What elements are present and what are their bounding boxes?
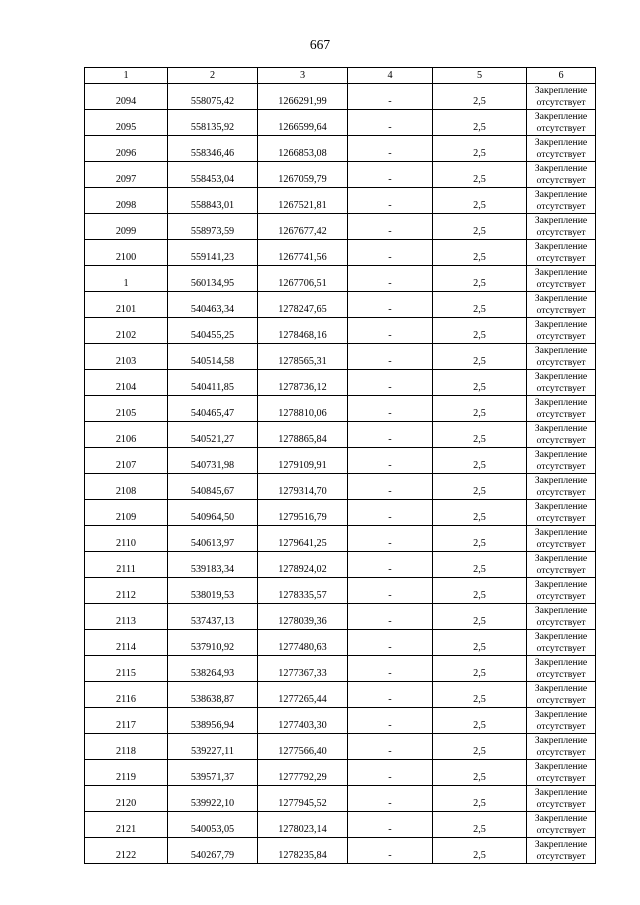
column-4-cell: -	[348, 708, 433, 734]
fixing-status-cell	[527, 526, 596, 552]
y-coordinate-cell: 1266853,08	[258, 136, 348, 162]
x-coordinate-cell: 539571,37	[168, 760, 258, 786]
fixing-status-line: отсутствует	[536, 122, 586, 134]
column-5-cell: 2,5	[433, 344, 527, 370]
x-coordinate-cell: 539922,10	[168, 786, 258, 812]
fixing-status-line: отсутствует	[536, 512, 586, 524]
x-coordinate-cell: 540267,79	[168, 838, 258, 864]
fixing-status-line: Закрепление	[534, 786, 588, 798]
column-4-cell: -	[348, 630, 433, 656]
header-cell: 2	[168, 68, 258, 84]
column-5-cell: 2,5	[433, 838, 527, 864]
table-row	[85, 500, 596, 526]
fixing-status-cell	[527, 604, 596, 630]
column-4-cell: -	[348, 162, 433, 188]
point-number-cell: 2109	[85, 500, 168, 526]
fixing-status-line: Закрепление	[534, 552, 588, 564]
point-number-cell: 2095	[85, 110, 168, 136]
column-5-cell: 2,5	[433, 84, 527, 110]
fixing-status-line: отсутствует	[536, 668, 586, 680]
fixing-status-cell	[527, 396, 596, 422]
fixing-status-line: Закрепление	[534, 682, 588, 694]
column-4-cell: -	[348, 240, 433, 266]
fixing-status-line: Закрепление	[534, 188, 588, 200]
fixing-status-line: отсутствует	[536, 382, 586, 394]
header-cell: 4	[348, 68, 433, 84]
column-5-cell: 2,5	[433, 110, 527, 136]
table-row	[85, 422, 596, 448]
fixing-status-cell	[527, 786, 596, 812]
point-number-cell: 2114	[85, 630, 168, 656]
fixing-status-line: Закрепление	[534, 318, 588, 330]
x-coordinate-cell: 539227,11	[168, 734, 258, 760]
point-number-cell: 2097	[85, 162, 168, 188]
table-row	[85, 448, 596, 474]
fixing-status-line: Закрепление	[534, 838, 588, 850]
fixing-status-cell	[527, 448, 596, 474]
fixing-status-cell	[527, 552, 596, 578]
y-coordinate-cell: 1278039,36	[258, 604, 348, 630]
fixing-status-cell	[527, 760, 596, 786]
y-coordinate-cell: 1279109,91	[258, 448, 348, 474]
table-row	[85, 734, 596, 760]
fixing-status-cell	[527, 136, 596, 162]
column-4-cell: -	[348, 734, 433, 760]
point-number-cell: 2111	[85, 552, 168, 578]
y-coordinate-cell: 1278865,84	[258, 422, 348, 448]
fixing-status-cell	[527, 162, 596, 188]
point-number-cell: 2096	[85, 136, 168, 162]
column-5-cell: 2,5	[433, 786, 527, 812]
fixing-status-line: Закрепление	[534, 448, 588, 460]
table-row	[85, 760, 596, 786]
point-number-cell: 2098	[85, 188, 168, 214]
y-coordinate-cell: 1267059,79	[258, 162, 348, 188]
fixing-status-line: Закрепление	[534, 526, 588, 538]
x-coordinate-cell: 558346,46	[168, 136, 258, 162]
x-coordinate-cell: 538956,94	[168, 708, 258, 734]
fixing-status-line: Закрепление	[534, 292, 588, 304]
column-4-cell: -	[348, 344, 433, 370]
fixing-status-line: Закрепление	[534, 396, 588, 408]
fixing-status-line: Закрепление	[534, 110, 588, 122]
column-4-cell: -	[348, 760, 433, 786]
table-row	[85, 708, 596, 734]
fixing-status-cell	[527, 656, 596, 682]
fixing-status-line: отсутствует	[536, 824, 586, 836]
table-row	[85, 292, 596, 318]
fixing-status-line: Закрепление	[534, 474, 588, 486]
point-number-cell: 2103	[85, 344, 168, 370]
table-row	[85, 188, 596, 214]
table-row	[85, 214, 596, 240]
table-row	[85, 474, 596, 500]
fixing-status-line: отсутствует	[536, 486, 586, 498]
fixing-status-line: отсутствует	[536, 148, 586, 160]
column-5-cell: 2,5	[433, 188, 527, 214]
table-row	[85, 656, 596, 682]
y-coordinate-cell: 1266291,99	[258, 84, 348, 110]
column-4-cell: -	[348, 552, 433, 578]
fixing-status-line: отсутствует	[536, 356, 586, 368]
fixing-status-cell	[527, 422, 596, 448]
x-coordinate-cell: 537910,92	[168, 630, 258, 656]
column-5-cell: 2,5	[433, 370, 527, 396]
fixing-status-line: Закрепление	[534, 214, 588, 226]
fixing-status-line: отсутствует	[536, 434, 586, 446]
fixing-status-cell	[527, 344, 596, 370]
fixing-status-line: отсутствует	[536, 694, 586, 706]
column-4-cell: -	[348, 110, 433, 136]
fixing-status-line: Закрепление	[534, 84, 588, 96]
fixing-status-line: отсутствует	[536, 746, 586, 758]
fixing-status-line: Закрепление	[534, 708, 588, 720]
column-4-cell: -	[348, 318, 433, 344]
point-number-cell: 2118	[85, 734, 168, 760]
table-row	[85, 604, 596, 630]
fixing-status-cell	[527, 682, 596, 708]
x-coordinate-cell: 540053,05	[168, 812, 258, 838]
y-coordinate-cell: 1277792,29	[258, 760, 348, 786]
x-coordinate-cell: 540463,34	[168, 292, 258, 318]
y-coordinate-cell: 1277480,63	[258, 630, 348, 656]
fixing-status-line: отсутствует	[536, 304, 586, 316]
y-coordinate-cell: 1267706,51	[258, 266, 348, 292]
table-row	[85, 84, 596, 110]
fixing-status-line: отсутствует	[536, 330, 586, 342]
table-row	[85, 552, 596, 578]
column-4-cell: -	[348, 682, 433, 708]
point-number-cell: 2120	[85, 786, 168, 812]
y-coordinate-cell: 1279516,79	[258, 500, 348, 526]
fixing-status-line: Закрепление	[534, 136, 588, 148]
fixing-status-line: отсутствует	[536, 252, 586, 264]
column-4-cell: -	[348, 448, 433, 474]
x-coordinate-cell: 540411,85	[168, 370, 258, 396]
fixing-status-line: Закрепление	[534, 240, 588, 252]
column-5-cell: 2,5	[433, 578, 527, 604]
point-number-cell: 2110	[85, 526, 168, 552]
fixing-status-line: отсутствует	[536, 720, 586, 732]
fixing-status-cell	[527, 266, 596, 292]
fixing-status-line: отсутствует	[536, 772, 586, 784]
table-row	[85, 578, 596, 604]
table-row	[85, 110, 596, 136]
point-number-cell: 2094	[85, 84, 168, 110]
table-row	[85, 838, 596, 864]
fixing-status-cell	[527, 188, 596, 214]
fixing-status-cell	[527, 292, 596, 318]
column-5-cell: 2,5	[433, 682, 527, 708]
table-row	[85, 812, 596, 838]
fixing-status-line: отсутствует	[536, 200, 586, 212]
y-coordinate-cell: 1266599,64	[258, 110, 348, 136]
fixing-status-line: отсутствует	[536, 174, 586, 186]
point-number-cell: 2106	[85, 422, 168, 448]
fixing-status-line: Закрепление	[534, 604, 588, 616]
y-coordinate-cell: 1278565,31	[258, 344, 348, 370]
fixing-status-cell	[527, 240, 596, 266]
column-5-cell: 2,5	[433, 396, 527, 422]
header-cell: 3	[258, 68, 348, 84]
y-coordinate-cell: 1277945,52	[258, 786, 348, 812]
table-row	[85, 136, 596, 162]
table-row	[85, 162, 596, 188]
table-header-row	[85, 68, 596, 84]
y-coordinate-cell: 1278810,06	[258, 396, 348, 422]
y-coordinate-cell: 1267677,42	[258, 214, 348, 240]
point-number-cell: 2108	[85, 474, 168, 500]
column-4-cell: -	[348, 812, 433, 838]
x-coordinate-cell: 558075,42	[168, 84, 258, 110]
column-4-cell: -	[348, 474, 433, 500]
fixing-status-line: Закрепление	[534, 734, 588, 746]
fixing-status-cell	[527, 578, 596, 604]
y-coordinate-cell: 1277367,33	[258, 656, 348, 682]
column-5-cell: 2,5	[433, 760, 527, 786]
column-5-cell: 2,5	[433, 240, 527, 266]
column-5-cell: 2,5	[433, 734, 527, 760]
column-5-cell: 2,5	[433, 292, 527, 318]
column-4-cell: -	[348, 188, 433, 214]
column-4-cell: -	[348, 266, 433, 292]
fixing-status-cell	[527, 84, 596, 110]
column-5-cell: 2,5	[433, 552, 527, 578]
column-5-cell: 2,5	[433, 656, 527, 682]
y-coordinate-cell: 1267741,56	[258, 240, 348, 266]
fixing-status-line: отсутствует	[536, 564, 586, 576]
column-4-cell: -	[348, 838, 433, 864]
header-cell: 6	[527, 68, 596, 84]
point-number-cell: 2122	[85, 838, 168, 864]
point-number-cell: 2101	[85, 292, 168, 318]
x-coordinate-cell: 558135,92	[168, 110, 258, 136]
table-row	[85, 682, 596, 708]
column-4-cell: -	[348, 396, 433, 422]
fixing-status-line: Закрепление	[534, 760, 588, 772]
fixing-status-line: Закрепление	[534, 630, 588, 642]
x-coordinate-cell: 540731,98	[168, 448, 258, 474]
column-4-cell: -	[348, 370, 433, 396]
table-row	[85, 370, 596, 396]
fixing-status-cell	[527, 812, 596, 838]
fixing-status-line: отсутствует	[536, 408, 586, 420]
fixing-status-line: отсутствует	[536, 538, 586, 550]
column-5-cell: 2,5	[433, 604, 527, 630]
y-coordinate-cell: 1278247,65	[258, 292, 348, 318]
fixing-status-line: отсутствует	[536, 460, 586, 472]
fixing-status-line: отсутствует	[536, 226, 586, 238]
fixing-status-line: Закрепление	[534, 266, 588, 278]
fixing-status-line: отсутствует	[536, 590, 586, 602]
point-number-cell: 2112	[85, 578, 168, 604]
point-number-cell: 2121	[85, 812, 168, 838]
point-number-cell: 1	[85, 266, 168, 292]
y-coordinate-cell: 1278235,84	[258, 838, 348, 864]
y-coordinate-cell: 1277403,30	[258, 708, 348, 734]
fixing-status-cell	[527, 214, 596, 240]
column-4-cell: -	[348, 578, 433, 604]
column-4-cell: -	[348, 292, 433, 318]
column-5-cell: 2,5	[433, 136, 527, 162]
x-coordinate-cell: 558453,04	[168, 162, 258, 188]
column-5-cell: 2,5	[433, 500, 527, 526]
y-coordinate-cell: 1278924,02	[258, 552, 348, 578]
column-5-cell: 2,5	[433, 526, 527, 552]
x-coordinate-cell: 540613,97	[168, 526, 258, 552]
fixing-status-cell	[527, 500, 596, 526]
y-coordinate-cell: 1278335,57	[258, 578, 348, 604]
header-cell: 5	[433, 68, 527, 84]
x-coordinate-cell: 558973,59	[168, 214, 258, 240]
column-5-cell: 2,5	[433, 630, 527, 656]
point-number-cell: 2104	[85, 370, 168, 396]
table-row	[85, 396, 596, 422]
column-4-cell: -	[348, 526, 433, 552]
y-coordinate-cell: 1277265,44	[258, 682, 348, 708]
column-4-cell: -	[348, 136, 433, 162]
table-row	[85, 240, 596, 266]
fixing-status-cell	[527, 370, 596, 396]
x-coordinate-cell: 538638,87	[168, 682, 258, 708]
fixing-status-line: Закрепление	[534, 162, 588, 174]
table-row	[85, 786, 596, 812]
fixing-status-line: Закрепление	[534, 370, 588, 382]
y-coordinate-cell: 1277566,40	[258, 734, 348, 760]
fixing-status-cell	[527, 474, 596, 500]
table-row	[85, 344, 596, 370]
x-coordinate-cell: 540465,47	[168, 396, 258, 422]
fixing-status-cell	[527, 708, 596, 734]
column-4-cell: -	[348, 656, 433, 682]
column-5-cell: 2,5	[433, 266, 527, 292]
column-5-cell: 2,5	[433, 448, 527, 474]
x-coordinate-cell: 540964,50	[168, 500, 258, 526]
column-5-cell: 2,5	[433, 318, 527, 344]
fixing-status-line: Закрепление	[534, 422, 588, 434]
point-number-cell: 2119	[85, 760, 168, 786]
y-coordinate-cell: 1279314,70	[258, 474, 348, 500]
x-coordinate-cell: 560134,95	[168, 266, 258, 292]
x-coordinate-cell: 539183,34	[168, 552, 258, 578]
point-number-cell: 2113	[85, 604, 168, 630]
y-coordinate-cell: 1279641,25	[258, 526, 348, 552]
fixing-status-cell	[527, 318, 596, 344]
column-5-cell: 2,5	[433, 422, 527, 448]
column-5-cell: 2,5	[433, 214, 527, 240]
column-5-cell: 2,5	[433, 162, 527, 188]
table-row	[85, 630, 596, 656]
fixing-status-line: Закрепление	[534, 344, 588, 356]
column-5-cell: 2,5	[433, 474, 527, 500]
page-number: 667	[309, 37, 331, 52]
x-coordinate-cell: 540455,25	[168, 318, 258, 344]
x-coordinate-cell: 558843,01	[168, 188, 258, 214]
x-coordinate-cell: 540845,67	[168, 474, 258, 500]
y-coordinate-cell: 1278468,16	[258, 318, 348, 344]
fixing-status-cell	[527, 630, 596, 656]
header-cell: 1	[85, 68, 168, 84]
fixing-status-line: Закрепление	[534, 656, 588, 668]
x-coordinate-cell: 559141,23	[168, 240, 258, 266]
fixing-status-line: Закрепление	[534, 500, 588, 512]
column-4-cell: -	[348, 84, 433, 110]
point-number-cell: 2115	[85, 656, 168, 682]
x-coordinate-cell: 538264,93	[168, 656, 258, 682]
column-5-cell: 2,5	[433, 708, 527, 734]
column-4-cell: -	[348, 214, 433, 240]
fixing-status-line: отсутствует	[536, 616, 586, 628]
table-row	[85, 266, 596, 292]
y-coordinate-cell: 1267521,81	[258, 188, 348, 214]
x-coordinate-cell: 540521,27	[168, 422, 258, 448]
point-number-cell: 2099	[85, 214, 168, 240]
y-coordinate-cell: 1278023,14	[258, 812, 348, 838]
table-row	[85, 318, 596, 344]
fixing-status-line: отсутствует	[536, 96, 586, 108]
point-number-cell: 2116	[85, 682, 168, 708]
fixing-status-cell	[527, 734, 596, 760]
column-4-cell: -	[348, 422, 433, 448]
column-4-cell: -	[348, 604, 433, 630]
x-coordinate-cell: 540514,58	[168, 344, 258, 370]
y-coordinate-cell: 1278736,12	[258, 370, 348, 396]
point-number-cell: 2117	[85, 708, 168, 734]
fixing-status-line: Закрепление	[534, 578, 588, 590]
column-4-cell: -	[348, 786, 433, 812]
fixing-status-cell	[527, 838, 596, 864]
fixing-status-line: отсутствует	[536, 278, 586, 290]
point-number-cell: 2100	[85, 240, 168, 266]
table-body	[85, 68, 596, 864]
point-number-cell: 2105	[85, 396, 168, 422]
fixing-status-line: отсутствует	[536, 642, 586, 654]
point-number-cell: 2102	[85, 318, 168, 344]
point-number-cell: 2107	[85, 448, 168, 474]
x-coordinate-cell: 537437,13	[168, 604, 258, 630]
column-4-cell: -	[348, 500, 433, 526]
fixing-status-line: отсутствует	[536, 850, 586, 862]
coordinates-table	[84, 67, 596, 864]
x-coordinate-cell: 538019,53	[168, 578, 258, 604]
fixing-status-cell	[527, 110, 596, 136]
table-row	[85, 526, 596, 552]
fixing-status-line: Закрепление	[534, 812, 588, 824]
fixing-status-line: отсутствует	[536, 798, 586, 810]
column-5-cell: 2,5	[433, 812, 527, 838]
